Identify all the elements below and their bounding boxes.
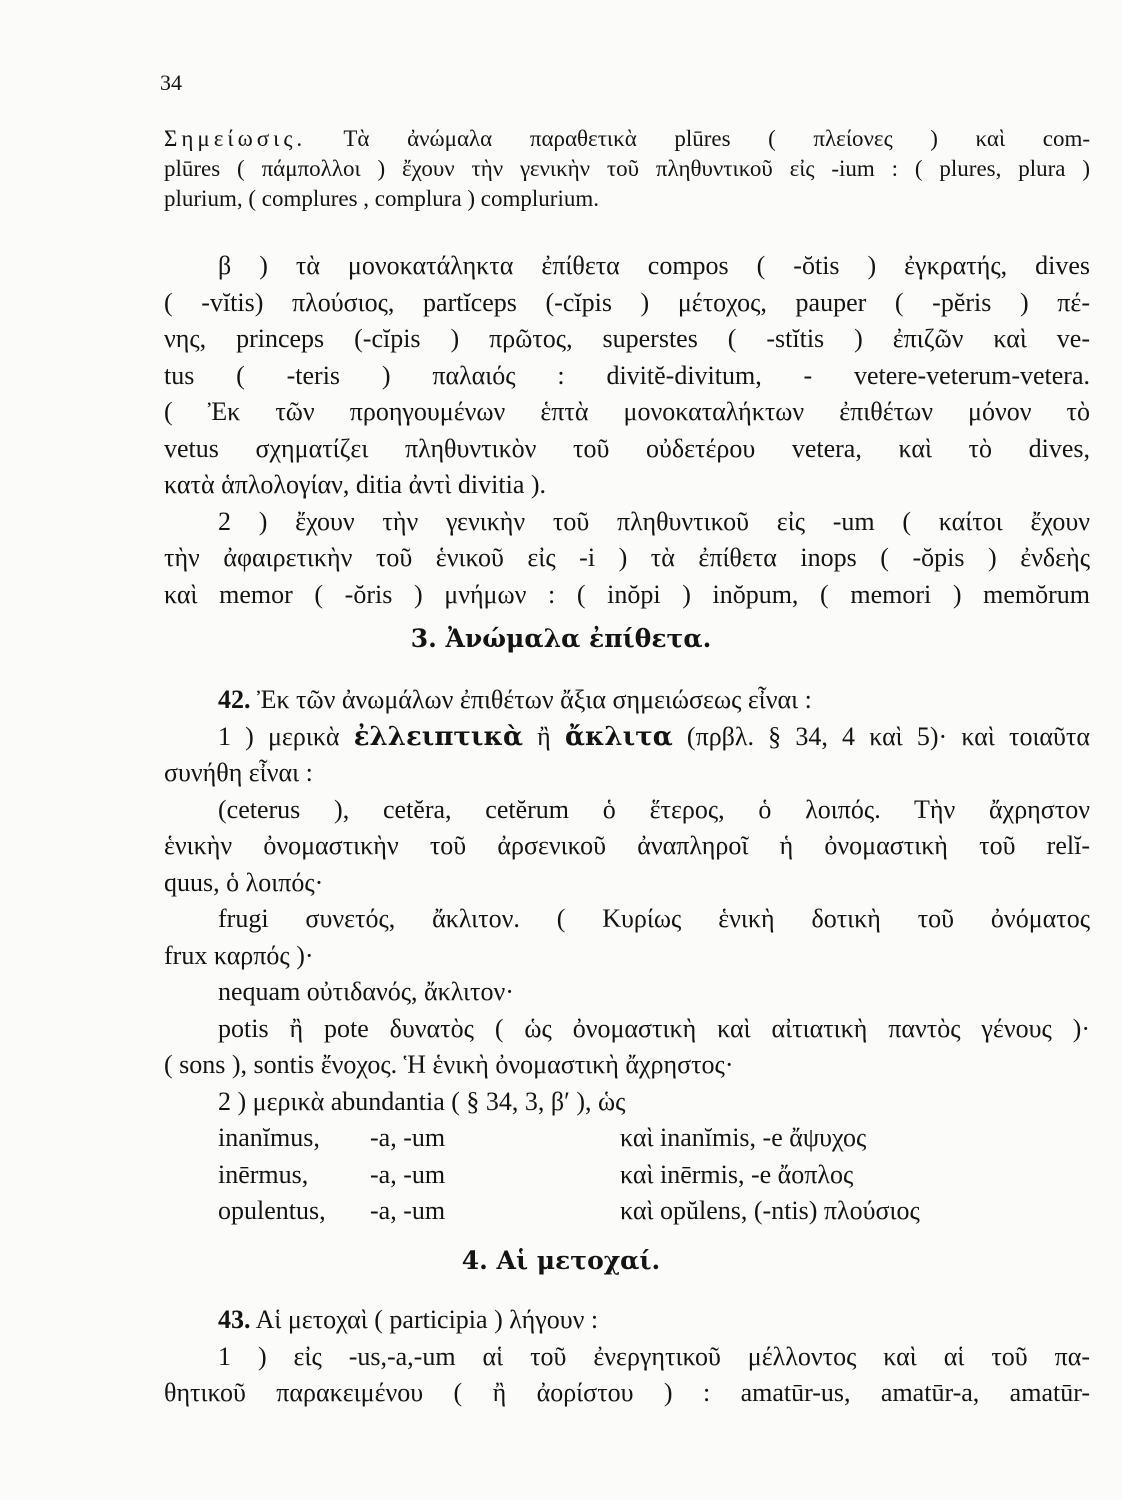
text-line: 2 ) μερικὰ abundantia ( § 34, 3, β′ ), ὡς	[218, 1086, 626, 1116]
bold-term: ἄκλιτα	[564, 721, 673, 752]
abundantia-row	[164, 1120, 1090, 1157]
text-line: 1 ) μερικὰ ἐλλειπτικὰ ἢ ἄκλιτα (πρβλ. § 34, 4 καὶ 5)· καὶ τοιαῦτα	[218, 721, 1091, 752]
text-line: frux καρπός )·	[164, 940, 314, 970]
section-heading-3: 3. Ἀνώμαλα ἐπίθετα.	[410, 624, 712, 653]
bold-term: ἐλλειπτικὰ	[353, 721, 523, 752]
text-line: (ceterus ), cetĕra, cetĕrum ὁ ἕτερος, ὁ λοιπός. Τὴν ἄχρηστον	[218, 794, 1090, 824]
row-forms: -a, -um	[370, 1123, 446, 1152]
text-line: καὶ memor ( -ŏris ) μνήμων : ( inŏpi ) inŏpum, ( memori ) memŏrum	[164, 579, 1090, 609]
page-number: 34	[160, 70, 182, 95]
text-line: ( Ἐκ τῶν προηγουμένων ἑπτὰ μονοκαταλήκτων ἐπιθέτων μόνον τὸ	[164, 397, 1090, 426]
section-number: 43.	[218, 1305, 251, 1334]
row-word: inanĭmus,	[218, 1123, 320, 1152]
section-43	[164, 1302, 1090, 1412]
text-line: τὴν ἀφαιρετικὴν τοῦ ἑνικοῦ εἰς -i ) τὰ ἐπίθετα inops ( -ŏpis ) ἐνδεὴς	[164, 543, 1090, 572]
row-alt: καὶ inērmis, -e ἄοπλος	[620, 1159, 854, 1189]
text-line: θητικοῦ παρακειμένου ( ἢ ἀορίστου ) : amatūr-us, amatūr-a, amatūr-	[164, 1378, 1090, 1407]
abundantia-row	[164, 1157, 1090, 1194]
note-paragraph	[164, 124, 1090, 214]
text-line: κατὰ ἁπλολογίαν, ditia ἀντὶ divitia ).	[164, 470, 547, 499]
row-word: opulentus,	[218, 1196, 326, 1225]
row-word: inērmus,	[218, 1159, 309, 1189]
text-line: 42. Ἐκ τῶν ἀνωμάλων ἐπιθέτων ἄξια σημειώσεως εἶναι :	[218, 685, 812, 714]
note-line-2: plūres ( πάμπολλοι ) ἔχουν τὴν γενικὴν τοῦ πληθυντικοῦ εἰς -ium : ( plures, plura )	[164, 156, 1090, 181]
text-line: 1 ) εἰς -us,-a,-um αἱ τοῦ ἐνεργητικοῦ μέλλοντος καὶ αἱ τοῦ πα-	[218, 1341, 1090, 1371]
section-number: 42.	[218, 685, 251, 714]
section-heading-4: 4. Αἱ μετοχαί.	[461, 1246, 661, 1275]
text-line: 43. Αἱ μετοχαὶ ( participia ) λήγουν :	[218, 1305, 599, 1334]
text-line: ( -vĭtis) πλούσιος, partĭceps (-cĭpis ) μέτοχος, pauper ( -pĕris ) πέ-	[164, 287, 1090, 317]
paragraph-beta	[164, 248, 1090, 613]
abundantia-row	[164, 1193, 1090, 1230]
text-line: συνήθη εἶναι :	[164, 758, 313, 787]
row-forms: -a, -um	[370, 1196, 446, 1225]
text-line: vetus σχηματίζει πληθυντικὸν τοῦ οὐδετέρου vetera, καὶ τὸ dives,	[164, 433, 1090, 463]
row-forms: -a, -um	[370, 1159, 446, 1189]
note-line-1: Σημείωσις. Τὰ ἀνώμαλα παραθετικὰ plūres ( πλείονες ) καὶ com-	[164, 126, 1090, 151]
text-line: tus ( -teris ) παλαιός : divitĕ-divitum, - vetere-veterum-vetera.	[164, 360, 1090, 390]
row-alt: καὶ inanĭmis, -e ἄψυχος	[620, 1123, 867, 1152]
text-line: 2 ) ἔχουν τὴν γενικὴν τοῦ πληθυντικοῦ εἰς -um ( καίτοι ἔχουν	[218, 506, 1090, 536]
text-line: frugi συνετός, ἄκλιτον. ( Κυρίως ἑνικὴ δοτικὴ τοῦ ὀνόματος	[218, 904, 1090, 933]
text-line: ( sons ), sontis ἔνοχος. Ἡ ἑνικὴ ὀνομαστικὴ ἄχρηστος·	[164, 1050, 734, 1079]
row-alt: καὶ opŭlens, (-ntis) πλούσιος	[620, 1196, 920, 1225]
text-line: nequam οὐτιδανός, ἄκλιτον·	[218, 977, 514, 1006]
text-line: β ) τὰ μονοκατάληκτα ἐπίθετα compos ( -ŏtis ) ἐγκρατής, dives	[218, 251, 1090, 280]
text-line: quus, ὁ λοιπός·	[164, 867, 324, 897]
note-lead: Σημείωσις.	[164, 126, 307, 151]
text-line: ἑνικὴν ὀνομαστικὴν τοῦ ἀρσενικοῦ ἀναπληροῖ ἡ ὀνομαστικὴ τοῦ relĭ-	[164, 831, 1090, 860]
text-line: νης, princeps (-cĭpis ) πρῶτος, superstes ( -stĭtis ) ἐπιζῶν καὶ ve-	[164, 324, 1090, 353]
text-line: potis ἢ pote δυνατὸς ( ὡς ὀνομαστικὴ καὶ αἰτιατικὴ παντὸς γένους )·	[218, 1013, 1090, 1043]
note-line-3: plurium, ( complures , complura ) complurium.	[164, 186, 599, 211]
section-42	[164, 682, 1090, 1230]
